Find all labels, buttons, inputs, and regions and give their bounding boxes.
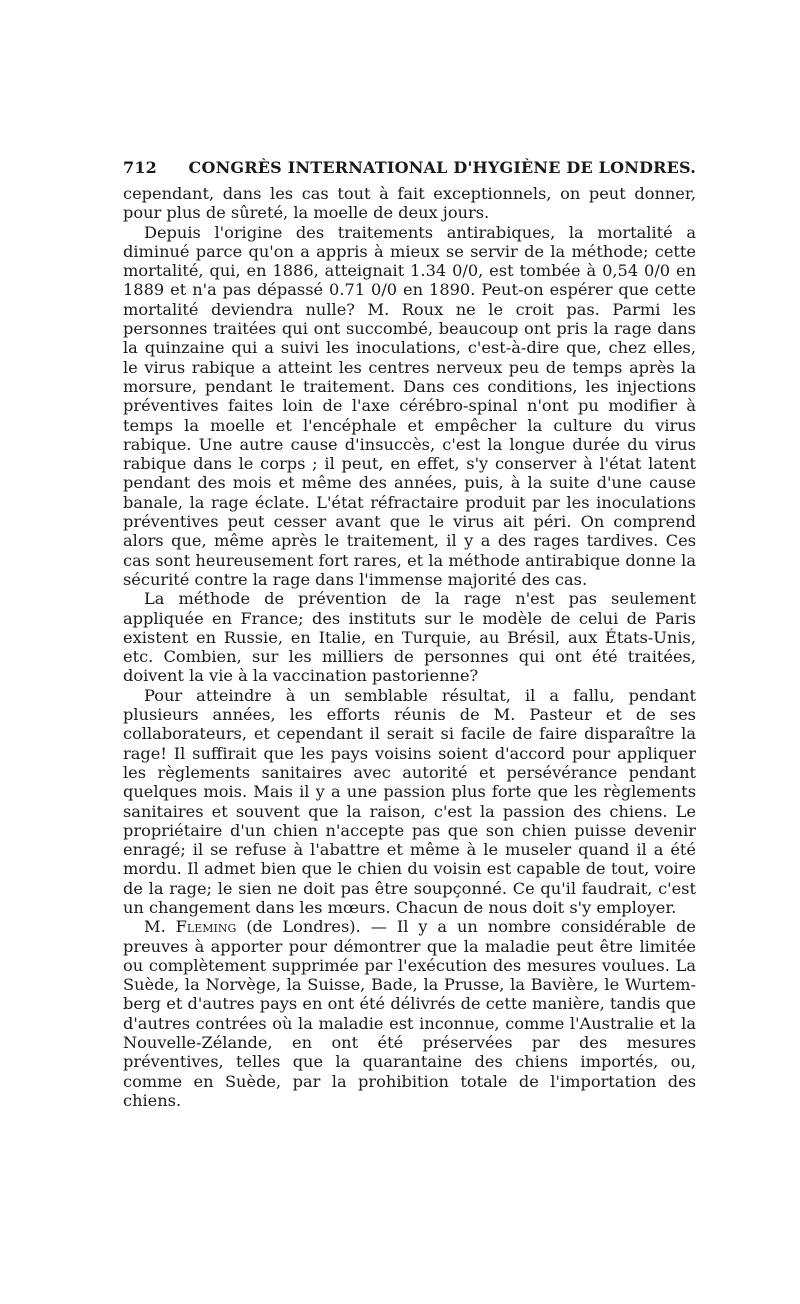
paragraph-institutes: La méthode de prévention de la rage n'est pas seulement appliquée en France; des instituts sur le modèle de celui de Paris existent en Russie, en Italie, en Turquie, au Brésil, aux États-Unis, etc. Combien, sur les milliers de personnes qui ont été traitées, doivent la vie à la vaccination pastorienne? — [123, 589, 696, 686]
speaker-remarks: (de Londres). — Il y a un nombre considérable de preuves à apporter pour démontrer que la maladie peut être limitée ou complètement supprimée par l'exécution des mesures voulues. La Suède, la Norvège, la Suisse, Bade, la Prusse, la Bavière, le Wurtemberg et d'autres pays en ont été délivrés de cette manière, tandis que d'autres contrées où la maladie est inconnue, comme l'Australie et la Nouvelle-Zélande, en ont été préservées par des mesures préventives, telles que la quarantaine des chiens importés, ou, comme en Suède, par la prohibition totale de l'importation des chiens. — [123, 917, 696, 1110]
paragraph-mortality: Depuis l'origine des traitements antirabiques, la mortalité a diminué parce qu'on a appris à mieux se servir de la méthode; cette mortalité, qui, en 1886, atteignait 1.34 0/0, est tombée à 0,54 0/0 en 1889 et n'a pas dépassé 0.71 0/0 en 1890. Peut-on espérer que cette mortalité deviendra nulle? M. Roux ne le croit pas. Parmi les personnes traitées qui ont succombé, beaucoup ont pris la rage dans la quinzaine qui a suivi les inoculations, c'est-à-dire que, chez elles, le virus rabique a atteint les centres nerveux peu de temps après la morsure, pendant le traitement. Dans ces conditions, les injections préventives faites loin de l'axe cérébro-spinal n'ont pu modifier à temps la moelle et l'encéphale et empêcher la culture du virus rabique. Une autre cause d'insuccès, c'est la longue durée du virus rabique dans le corps ; il peut, en effet, s'y conserver à l'état latent pendant des mois et même des années, puis, à la suite d'une cause banale, la rage éclate. L'état réfractaire produit par les inoculations préventives peut cesser avant que le virus ait péri. On comprend alors que, même après le traitement, il y a des rages tardives. Ces cas sont heureusement fort rares, et la méthode antirabique donne la sécurité contre la rage dans l'immense majorité des cas. — [123, 222, 696, 589]
body-text — [123, 184, 696, 1110]
running-head — [123, 158, 696, 180]
paragraph-fleming — [123, 917, 696, 1110]
running-title: CONGRÈS INTERNATIONAL D'HYGIÈNE DE LONDRES. — [188, 158, 696, 177]
paragraph-passion-des-chiens: Pour atteindre à un semblable résultat, il a fallu, pendant plusieurs années, les efforts réunis de M. Pasteur et de ses collaborateurs, et cependant il serait si facile de faire disparaître la rage! Il suffirait que les pays voisins soient d'accord pour appliquer les règlements sanitaires avec autorité et persévérance pendant quelques mois. Mais il y a une passion plus forte que les règlements sanitaires et souvent que la raison, c'est la passion des chiens. Le propriétaire d'un chien n'accepte pas que son chien puisse devenir enragé; il se refuse à l'abattre et même à le museler quand il a été mordu. Il admet bien que le chien du voisin est capable de tout, voire de la rage; le sien ne doit pas être soupçonné. Ce qu'il faudrait, c'est un changement dans les mœurs. Chacun de nous doit s'y employer. — [123, 685, 696, 917]
speaker-name: M. Fleming — [144, 917, 237, 937]
page-number: 712 — [123, 158, 157, 177]
paragraph-continuation: cependant, dans les cas tout à fait exceptionnels, on peut donner, pour plus de sûreté, la moelle de deux jours. — [123, 184, 696, 223]
book-page — [123, 158, 696, 1110]
